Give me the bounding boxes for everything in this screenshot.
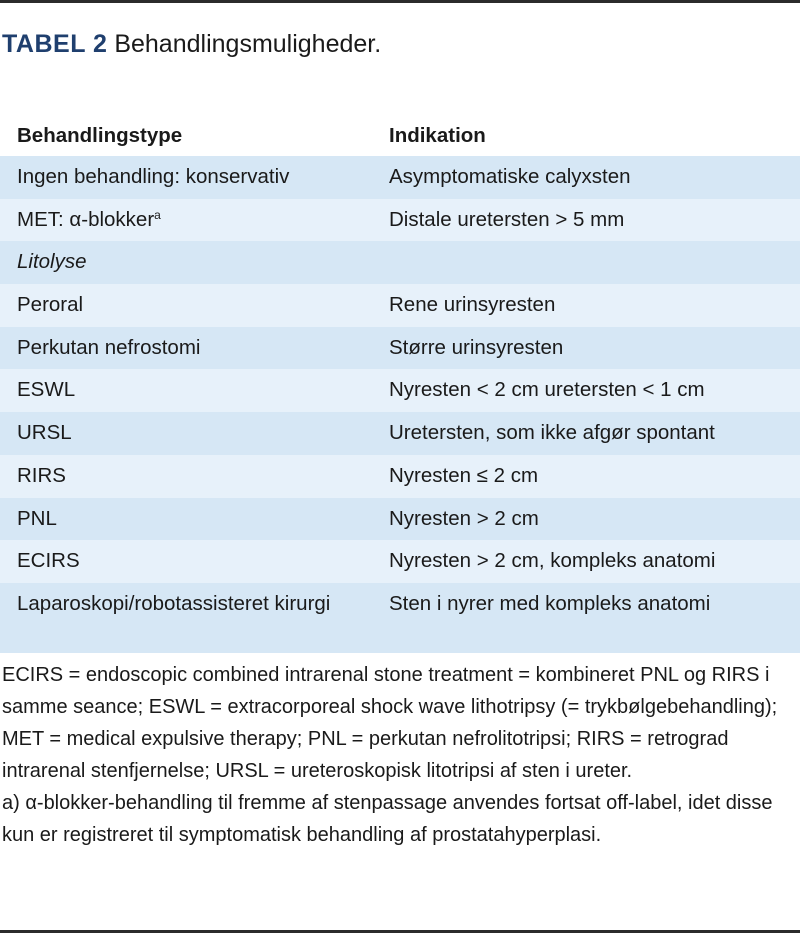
treatment-type-cell: Perkutan nefrostomi	[17, 335, 201, 359]
table-row	[0, 583, 800, 653]
table-row	[0, 369, 800, 412]
indication-cell: Uretersten, som ikke afgør spontant	[389, 421, 715, 445]
table-row	[0, 327, 800, 370]
table-title: Behandlingsmuligheder.	[114, 30, 382, 58]
indication-cell: Nyresten > 2 cm	[389, 506, 539, 530]
indication-cell: Asymptomatiske calyxsten	[389, 165, 631, 188]
treatment-type-cell: PNL	[17, 506, 57, 530]
treatment-type-cell: RIRS	[17, 463, 66, 487]
treatment-type-cell: Ingen behandling: konservativ	[17, 165, 290, 188]
treatment-type-cell: URSL	[17, 421, 72, 445]
treatment-type-cell: Laparoskopi/robotassisteret kirurgi	[17, 591, 331, 615]
table-row	[0, 241, 800, 284]
indication-cell: Nyresten > 2 cm, kompleks anatomi	[389, 549, 716, 573]
treatment-group-label: Litolyse	[17, 250, 87, 274]
indication-cell: Rene urinsyresten	[389, 293, 556, 317]
indication-cell: Nyresten ≤ 2 cm	[389, 463, 539, 487]
indication-cell: Større urinsyresten	[389, 335, 564, 359]
table-row	[0, 498, 800, 541]
header-treatment-type: Behandlingstype	[17, 124, 183, 147]
table-label: TABEL 2	[2, 30, 108, 58]
top-rule	[0, 0, 800, 3]
bottom-rule	[0, 930, 800, 933]
indication-cell: Distale uretersten > 5 mm	[389, 207, 625, 231]
footnote-a: a) α-blokker-behandling til fremme af stenpassage anvendes fortsat off-label, idet disse kun er registreret til symptomatisk behandling af prostatahyperplasi.	[2, 792, 773, 846]
table-row	[0, 284, 800, 327]
treatment-type-cell: ESWL	[17, 378, 76, 402]
table-row	[0, 156, 800, 199]
table-row	[0, 199, 800, 242]
header-indication: Indikation	[389, 124, 486, 147]
footnote-marker: a	[154, 207, 161, 222]
table-notes	[2, 659, 798, 851]
table-header-row	[0, 116, 800, 156]
table-row	[0, 455, 800, 498]
table-caption	[2, 28, 381, 60]
treatment-table	[0, 116, 800, 653]
indication-cell: Sten i nyrer med kompleks anatomi	[389, 591, 711, 615]
table-row	[0, 412, 800, 455]
treatment-type-cell: ECIRS	[17, 549, 80, 573]
treatment-type-text: MET: α-blokker	[17, 207, 155, 231]
treatment-type-cell: Peroral	[17, 293, 84, 317]
indication-cell: Nyresten < 2 cm uretersten < 1 cm	[389, 378, 705, 402]
abbreviations-note: ECIRS = endoscopic combined intrarenal stone treatment = kombineret PNL og RIRS i samme seance; ESWL = extracorporeal shock wave lithotripsy (= trykbølgebehandling); MET = medical expulsive therapy; PNL = perkutan nefrolitotripsi; RIRS = retrograd intrarenal stenfjernelse; URSL = ureteroskopisk litotripsi af sten i ureter.	[2, 664, 778, 782]
treatment-type-cell	[17, 206, 377, 234]
table-row	[0, 540, 800, 583]
